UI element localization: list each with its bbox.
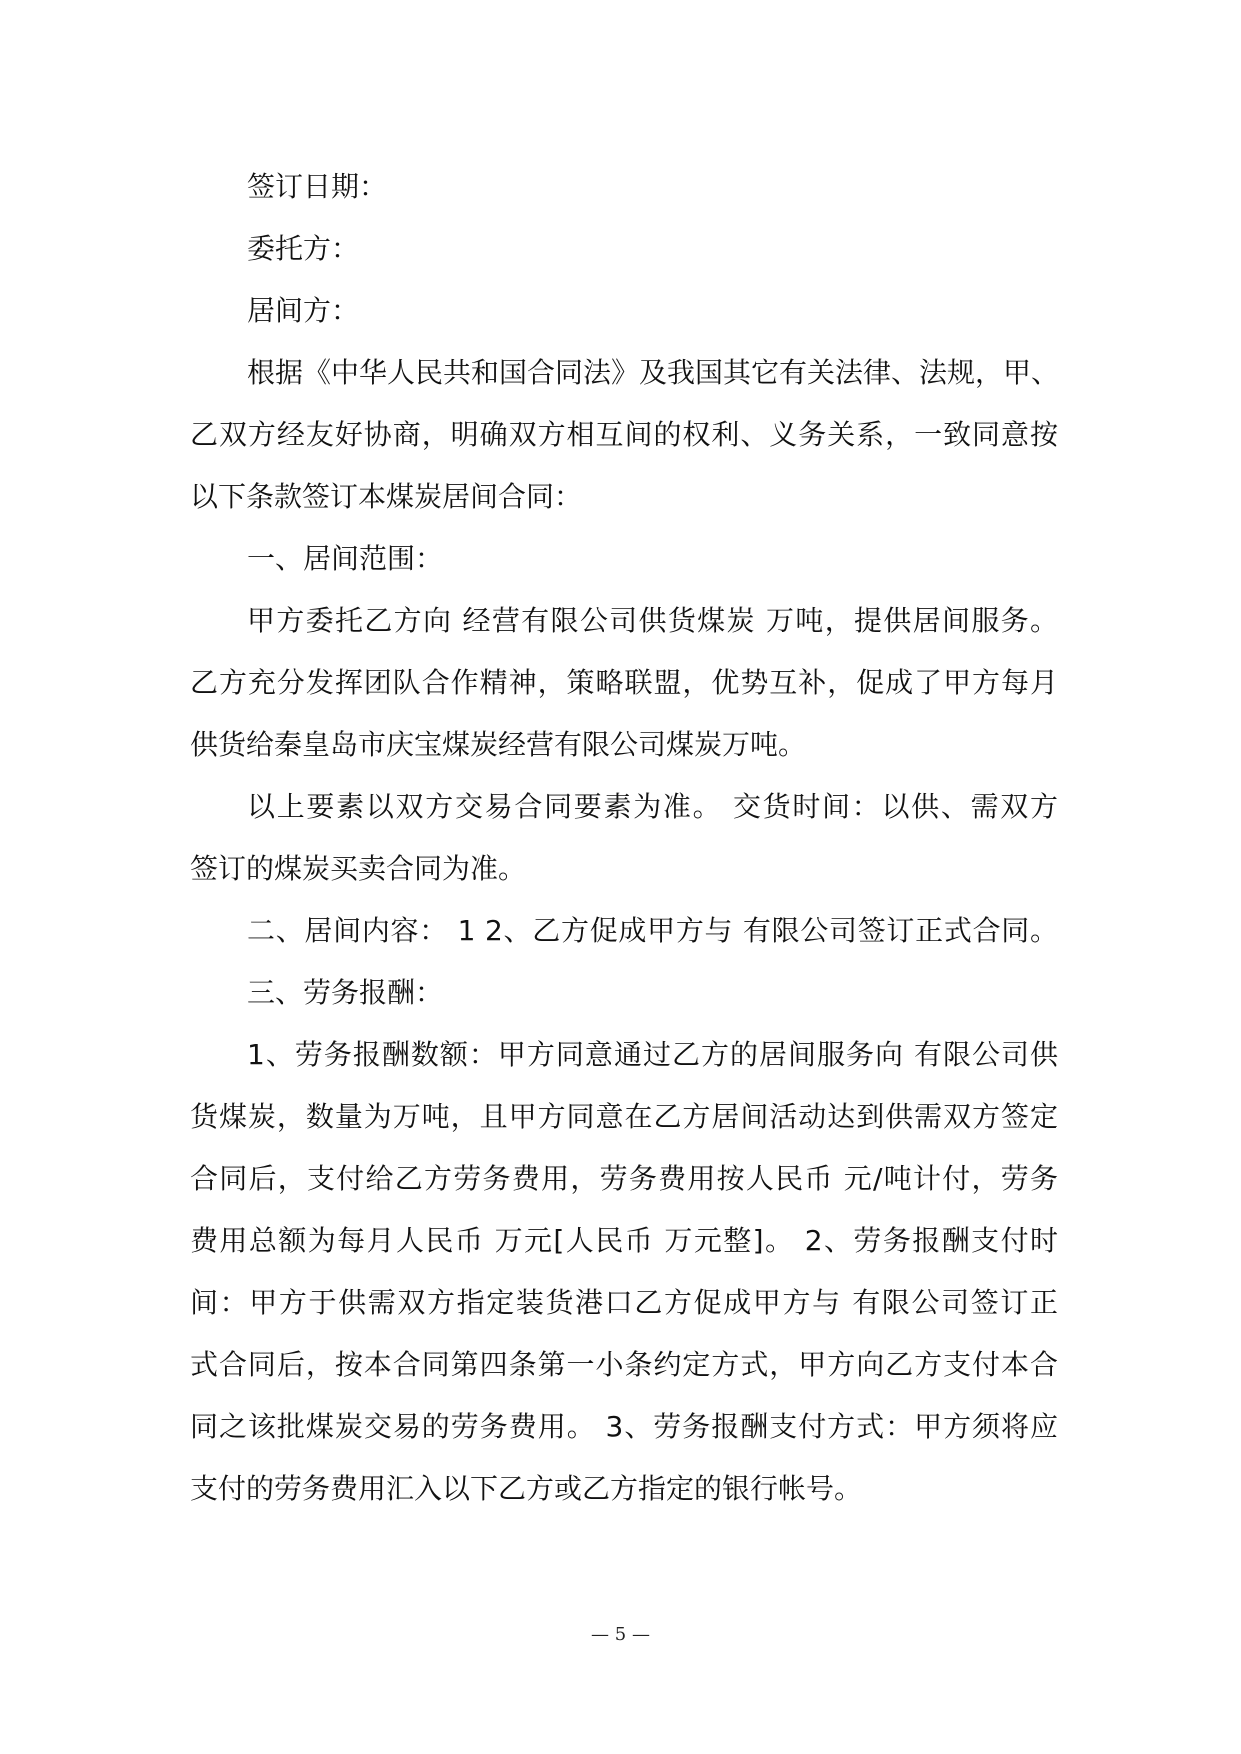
- elements-line-1: 以上要素以双方交易合同要素为准。 交货时间：以供、需双方: [247, 790, 1058, 823]
- preamble-line-3: 以下条款签订本煤炭居间合同：: [190, 480, 583, 513]
- section-1-heading: 一、居间范围：: [247, 542, 444, 575]
- intermediary-party-line: 居间方：: [247, 294, 360, 327]
- section-3-line-8: 支付的劳务费用汇入以下乙方或乙方指定的银行帐号。: [190, 1472, 863, 1505]
- signing-date-line: 签订日期：: [247, 170, 388, 203]
- elements-line-2: 签订的煤炭买卖合同为准。: [190, 852, 527, 885]
- section-1-line-2: 乙方充分发挥团队合作精神，策略联盟，优势互补，促成了甲方每月: [190, 666, 1058, 699]
- preamble-line-2: 乙双方经友好协商，明确双方相互间的权利、义务关系，一致同意按: [190, 418, 1058, 451]
- section-3-line-7: 同之该批煤炭交易的劳务费用。 3、劳务报酬支付方式：甲方须将应: [190, 1410, 1058, 1443]
- section-3-line-3: 合同后，支付给乙方劳务费用，劳务费用按人民币 元/吨计付，劳务: [190, 1162, 1058, 1195]
- section-1-line-3: 供货给秦皇岛市庆宝煤炭经营有限公司煤炭万吨。: [190, 728, 807, 761]
- document-body: [190, 156, 1058, 1520]
- section-3-line-4: 费用总额为每月人民币 万元[人民币 万元整]。 2、劳务报酬支付时: [190, 1224, 1058, 1257]
- section-3-line-2: 货煤炭，数量为万吨，且甲方同意在乙方居间活动达到供需双方签定: [190, 1100, 1058, 1133]
- section-2-line: 二、居间内容： 1 2、乙方促成甲方与 有限公司签订正式合同。: [247, 914, 1058, 947]
- section-1-line-1: 甲方委托乙方向 经营有限公司供货煤炭 万吨，提供居间服务。: [247, 604, 1058, 637]
- client-party-line: 委托方：: [247, 232, 360, 265]
- section-3-line-5: 间：甲方于供需双方指定装货港口乙方促成甲方与 有限公司签订正: [190, 1286, 1058, 1319]
- section-3-line-1: 1、劳务报酬数额：甲方同意通过乙方的居间服务向 有限公司供: [247, 1038, 1058, 1071]
- section-3-line-6: 式合同后，按本合同第四条第一小条约定方式，甲方向乙方支付本合: [190, 1348, 1058, 1381]
- page-number: — 5 —: [591, 1624, 650, 1645]
- section-3-heading: 三、劳务报酬：: [247, 976, 444, 1009]
- preamble-line-1: 根据《中华人民共和国合同法》及我国其它有关法律、法规，甲、: [247, 356, 1060, 389]
